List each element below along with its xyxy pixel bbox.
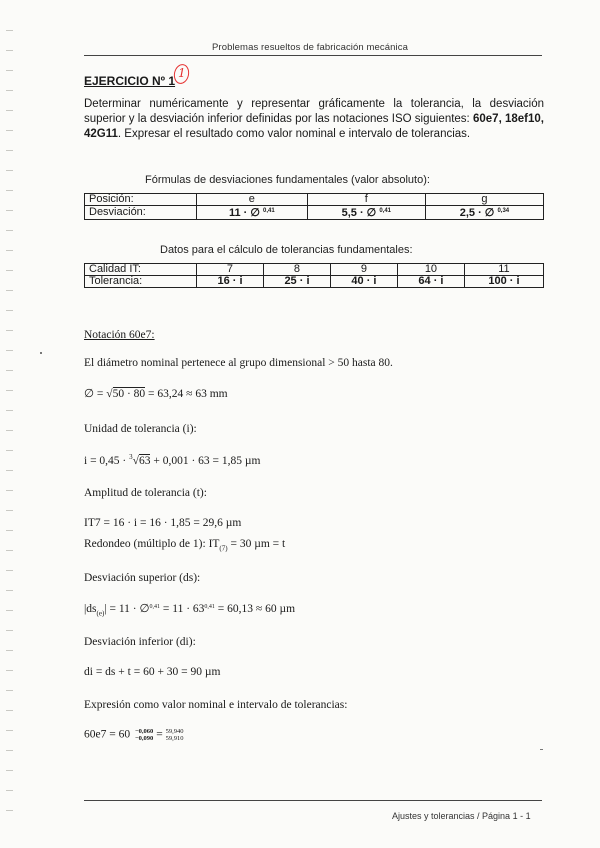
unit-equation: i = 0,45 · $^3$√63 + 0,001 · 63 = 1,85 µm bbox=[84, 453, 261, 467]
tolerance-grades-table bbox=[84, 263, 544, 288]
upper-deviation-equation: $|ds_{(e)}| = 11$ · ∅$^{0,41}$ = $11 \cdot 63^{0,41} = 60,13 \approx 60$ µm bbox=[84, 603, 296, 618]
statement-text-1: Determinar numéricamente y representar gráficamente la tolerancia, la desviación superior y la desviación inferior definidas por las notaciones ISO siguientes: bbox=[84, 98, 544, 125]
binder-margin bbox=[6, 30, 16, 830]
cube-root-sign: √ bbox=[132, 455, 139, 467]
max-size: 59,940 bbox=[165, 728, 184, 735]
unit-title: Unidad de tolerancia (i): bbox=[84, 423, 197, 435]
margin-tick bbox=[6, 190, 13, 191]
margin-tick bbox=[6, 550, 13, 551]
margin-tick bbox=[6, 250, 13, 251]
margin-tick bbox=[6, 470, 13, 471]
margin-tick bbox=[6, 630, 13, 631]
group-statement: El diámetro nominal pertenece al grupo dimensional > 50 hasta 80. bbox=[84, 357, 393, 369]
lower-deviation-title: Desviación inferior (di): bbox=[84, 636, 196, 648]
diameter-equation: ∅ = √50 · 80 = 63,24 ≈ 63 mm bbox=[84, 388, 228, 400]
statement-iso-codes: 60e7, 18ef10, 42G11 bbox=[84, 113, 544, 140]
exercise-title: EJERCICIO Nº 1 bbox=[84, 74, 176, 88]
margin-tick bbox=[6, 270, 13, 271]
min-size: 59,910 bbox=[165, 735, 184, 742]
table2-quality-cell: 8 bbox=[263, 264, 330, 276]
margin-tick bbox=[6, 690, 13, 691]
table2-quality-row bbox=[85, 264, 544, 276]
table1-position-row bbox=[85, 194, 544, 206]
amplitude-title: Amplitud de tolerancia (t): bbox=[84, 487, 207, 499]
stray-mark bbox=[540, 749, 543, 750]
margin-tick bbox=[6, 430, 13, 431]
margin-tick bbox=[6, 410, 13, 411]
amplitude-equation: IT7 = 16 · i = 16 · 1,85 = 29,6 µm bbox=[84, 517, 242, 529]
table2-tolerance-cell: 16 · i bbox=[197, 276, 264, 288]
table1-position-cell: g bbox=[425, 194, 543, 206]
table2-tolerance-cell: 100 · i bbox=[464, 276, 543, 288]
table2-quality-cell: 10 bbox=[397, 264, 464, 276]
upper-limit: −0,060 bbox=[134, 728, 154, 735]
notation-title: Notación 60e7: bbox=[84, 329, 155, 341]
table1-deviation-cell: 5,5 · ∅ $^{0,41}$ bbox=[307, 206, 425, 220]
margin-tick bbox=[6, 170, 13, 171]
final-expression: 60e7 = 60 −0,060 −0,090 = 59,940 59,910 bbox=[84, 728, 184, 742]
margin-tick bbox=[6, 750, 13, 751]
margin-tick bbox=[6, 290, 13, 291]
margin-tick bbox=[6, 110, 13, 111]
table2-tolerance-cell: 64 · i bbox=[397, 276, 464, 288]
table2-row-label: Calidad IT: bbox=[85, 264, 197, 276]
margin-tick bbox=[6, 710, 13, 711]
table1-row-label: Posición: bbox=[85, 194, 197, 206]
table1-deviation-cell: 2,5 · ∅ $^{0,34}$ bbox=[425, 206, 543, 220]
margin-tick bbox=[6, 150, 13, 151]
header-rule bbox=[84, 55, 542, 56]
margin-tick bbox=[6, 770, 13, 771]
margin-tick bbox=[6, 730, 13, 731]
margin-tick bbox=[6, 130, 13, 131]
margin-tick bbox=[6, 610, 13, 611]
table2-row-label: Tolerancia: bbox=[85, 276, 197, 288]
running-header: Problemas resueltos de fabricación mecánica bbox=[212, 42, 408, 53]
margin-tick bbox=[6, 570, 13, 571]
margin-tick bbox=[6, 230, 13, 231]
margin-tick bbox=[6, 350, 13, 351]
handwritten-number: 1 bbox=[178, 66, 186, 80]
margin-tick bbox=[6, 590, 13, 591]
margin-tick bbox=[6, 90, 13, 91]
margin-tick bbox=[6, 450, 13, 451]
margin-tick bbox=[6, 790, 13, 791]
table2-quality-cell: 11 bbox=[464, 264, 543, 276]
expression-title: Expresión como valor nominal e intervalo de tolerancias: bbox=[84, 699, 348, 711]
margin-tick bbox=[6, 70, 13, 71]
table2-caption: Datos para el cálculo de tolerancias fundamentales: bbox=[160, 244, 413, 256]
exercise-statement bbox=[84, 97, 544, 142]
margin-tick bbox=[6, 670, 13, 671]
upper-deviation-title: Desviación superior (ds): bbox=[84, 572, 201, 584]
table1-position-cell: e bbox=[197, 194, 308, 206]
margin-tick bbox=[6, 210, 13, 211]
stray-mark bbox=[40, 352, 42, 354]
margin-tick bbox=[6, 310, 13, 311]
lower-deviation-equation: di = ds + t = 60 + 30 = 90 µm bbox=[84, 666, 221, 678]
margin-tick bbox=[6, 650, 13, 651]
table2-quality-cell: 9 bbox=[330, 264, 397, 276]
margin-tick bbox=[6, 530, 13, 531]
table2-tolerance-row bbox=[85, 276, 544, 288]
running-footer: Ajustes y tolerancias / Página 1 - 1 bbox=[392, 811, 531, 821]
rounding-equation: Redondeo (múltiplo de 1): $IT_{(7)} = 30$ µm = t bbox=[84, 538, 286, 553]
table1-row-label: Desviación: bbox=[85, 206, 197, 220]
statement-text-2: . Expresar el resultado como valor nominal e intervalo de tolerancias. bbox=[117, 128, 471, 140]
margin-tick bbox=[6, 810, 13, 811]
margin-tick bbox=[6, 490, 13, 491]
lower-limit: −0,090 bbox=[134, 735, 154, 742]
table1-deviation-cell: 11 · ∅ $^{0,41}$ bbox=[197, 206, 308, 220]
sqrt-sign: √ bbox=[106, 388, 113, 400]
margin-tick bbox=[6, 30, 13, 31]
deviation-formulas-table bbox=[84, 193, 544, 220]
table1-deviation-row bbox=[85, 206, 544, 220]
footer-rule bbox=[84, 800, 542, 801]
margin-tick bbox=[6, 390, 13, 391]
table2-tolerance-cell: 40 · i bbox=[330, 276, 397, 288]
margin-tick bbox=[6, 370, 13, 371]
table2-quality-cell: 7 bbox=[197, 264, 264, 276]
table1-position-cell: f bbox=[307, 194, 425, 206]
table1-caption: Fórmulas de desviaciones fundamentales (valor absoluto): bbox=[145, 174, 430, 186]
margin-tick bbox=[6, 510, 13, 511]
margin-tick bbox=[6, 330, 13, 331]
table2-tolerance-cell: 25 · i bbox=[263, 276, 330, 288]
margin-tick bbox=[6, 50, 13, 51]
